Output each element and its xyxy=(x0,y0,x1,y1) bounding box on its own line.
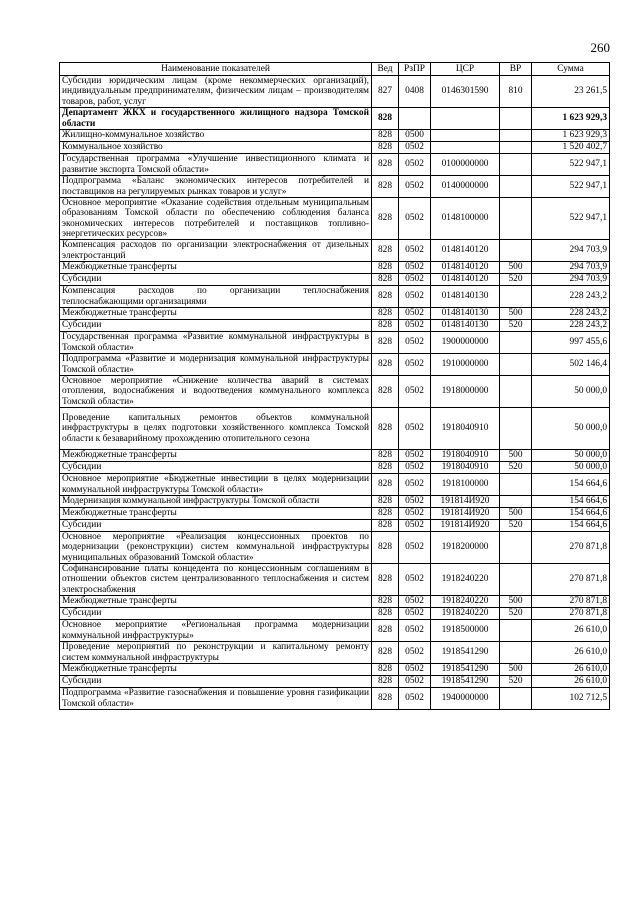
cell-csr: 1918000000 xyxy=(431,376,500,408)
cell-csr: 1918200000 xyxy=(431,532,500,564)
cell-ved: 828 xyxy=(372,620,399,642)
cell-ved: 828 xyxy=(372,176,399,198)
cell-sum: 522 947,1 xyxy=(532,154,610,176)
cell-rzpr: 0502 xyxy=(399,532,431,564)
cell-csr: 191814И920 xyxy=(431,520,500,532)
cell-ved: 828 xyxy=(372,320,399,332)
cell-vr: 500 xyxy=(500,450,532,462)
cell-ved: 828 xyxy=(372,608,399,620)
cell-name: Подпрограмма «Развитие газоснабжения и повышение уровня газификации Томской области» xyxy=(60,688,372,710)
table-row xyxy=(60,108,610,130)
cell-name: Проведение капитальных ремонтов объектов коммунальной инфраструктуры в целях подготовки хозяйственного комплекса Томской области к безаварийному прохождению отопительного сезона xyxy=(60,408,372,450)
table-row xyxy=(60,76,610,108)
table-row xyxy=(60,620,610,642)
cell-rzpr: 0502 xyxy=(399,596,431,608)
cell-vr xyxy=(500,564,532,596)
cell-sum: 154 664,6 xyxy=(532,508,610,520)
cell-csr: 0148140120 xyxy=(431,240,500,262)
cell-vr xyxy=(500,354,532,376)
cell-ved: 828 xyxy=(372,462,399,474)
table-row xyxy=(60,376,610,408)
header-vr: ВР xyxy=(500,63,532,76)
cell-vr xyxy=(500,142,532,154)
cell-name: Проведение мероприятий по реконструкции и капитальному ремонту систем коммунальной инфраструктуры xyxy=(60,642,372,664)
cell-csr: 0100000000 xyxy=(431,154,500,176)
cell-name: Межбюджетные трансферты xyxy=(60,308,372,320)
cell-vr: 520 xyxy=(500,462,532,474)
cell-rzpr: 0502 xyxy=(399,450,431,462)
cell-ved: 828 xyxy=(372,508,399,520)
cell-name: Подпрограмма «Развитие и модернизация коммунальной инфраструктуры Томской области» xyxy=(60,354,372,376)
cell-vr xyxy=(500,286,532,308)
cell-csr: 1900000000 xyxy=(431,332,500,354)
cell-csr: 191814И920 xyxy=(431,496,500,508)
cell-ved: 828 xyxy=(372,198,399,240)
header-name: Наименование показателей xyxy=(60,63,372,76)
cell-sum: 102 712,5 xyxy=(532,688,610,710)
cell-rzpr: 0502 xyxy=(399,564,431,596)
cell-ved: 828 xyxy=(372,142,399,154)
cell-csr xyxy=(431,130,500,142)
cell-ved: 828 xyxy=(372,376,399,408)
budget-table xyxy=(59,62,610,710)
cell-sum: 228 243,2 xyxy=(532,286,610,308)
cell-csr xyxy=(431,142,500,154)
cell-name: Межбюджетные трансферты xyxy=(60,508,372,520)
cell-rzpr: 0502 xyxy=(399,240,431,262)
cell-vr: 810 xyxy=(500,76,532,108)
cell-name: Государственная программа «Улучшение инвестиционного климата и развитие экспорта Томской области» xyxy=(60,154,372,176)
cell-name: Основное мероприятие «Оказание содействия отдельным муниципальным образованиям Томской области по обеспечению соблюдения баланса экономических интересов потребителей и поставщиков топливно-энергетических ресурсов» xyxy=(60,198,372,240)
cell-csr: 0148140130 xyxy=(431,286,500,308)
cell-name: Основное мероприятие «Реализация концессионных проектов по модернизации (реконструкции) систем коммунальной инфраструктуры муниципальных образований Томской области» xyxy=(60,532,372,564)
cell-name: Модернизация коммунальной инфраструктуры Томской области xyxy=(60,496,372,508)
cell-name: Субсидии юридическим лицам (кроме некоммерческих организаций), индивидуальным предпринимателям, физическим лицам – производителям товаров, работ, услуг xyxy=(60,76,372,108)
cell-name: Межбюджетные трансферты xyxy=(60,664,372,676)
cell-sum: 270 871,8 xyxy=(532,596,610,608)
cell-csr: 1918240220 xyxy=(431,596,500,608)
cell-name: Государственная программа «Развитие коммунальной инфраструктуры в Томской области» xyxy=(60,332,372,354)
cell-ved: 828 xyxy=(372,274,399,286)
cell-csr: 1918240220 xyxy=(431,608,500,620)
cell-rzpr: 0502 xyxy=(399,262,431,274)
cell-vr xyxy=(500,642,532,664)
cell-csr: 1918541290 xyxy=(431,676,500,688)
cell-name: Субсидии xyxy=(60,274,372,286)
cell-vr xyxy=(500,108,532,130)
cell-sum: 522 947,1 xyxy=(532,198,610,240)
cell-csr xyxy=(431,108,500,130)
cell-rzpr xyxy=(399,108,431,130)
header-rzpr: РзПР xyxy=(399,63,431,76)
cell-rzpr: 0502 xyxy=(399,308,431,320)
table-row xyxy=(60,596,610,608)
cell-rzpr: 0502 xyxy=(399,154,431,176)
cell-vr xyxy=(500,496,532,508)
cell-sum: 1 623 929,3 xyxy=(532,130,610,142)
cell-sum: 154 664,6 xyxy=(532,474,610,496)
cell-csr: 0148100000 xyxy=(431,198,500,240)
cell-sum: 26 610,0 xyxy=(532,664,610,676)
cell-name: Коммунальное хозяйство xyxy=(60,142,372,154)
cell-csr: 0148140120 xyxy=(431,262,500,274)
cell-sum: 26 610,0 xyxy=(532,676,610,688)
cell-vr xyxy=(500,240,532,262)
table-row xyxy=(60,474,610,496)
cell-vr: 520 xyxy=(500,608,532,620)
cell-name: Жилищно-коммунальное хозяйство xyxy=(60,130,372,142)
cell-rzpr: 0502 xyxy=(399,462,431,474)
cell-ved: 828 xyxy=(372,688,399,710)
cell-vr xyxy=(500,154,532,176)
cell-sum: 26 610,0 xyxy=(532,642,610,664)
cell-rzpr: 0502 xyxy=(399,332,431,354)
table-header xyxy=(60,63,610,76)
cell-rzpr: 0502 xyxy=(399,286,431,308)
cell-ved: 828 xyxy=(372,108,399,130)
cell-rzpr: 0502 xyxy=(399,176,431,198)
cell-name: Субсидии xyxy=(60,320,372,332)
table-row xyxy=(60,286,610,308)
table-row xyxy=(60,154,610,176)
cell-ved: 828 xyxy=(372,240,399,262)
cell-name: Компенсация расходов по организации электроснабжения от дизельных электростанций xyxy=(60,240,372,262)
cell-csr: 191814И920 xyxy=(431,508,500,520)
cell-rzpr: 0502 xyxy=(399,520,431,532)
table-row xyxy=(60,496,610,508)
cell-rzpr: 0502 xyxy=(399,198,431,240)
cell-vr xyxy=(500,176,532,198)
cell-sum: 270 871,8 xyxy=(532,608,610,620)
cell-sum: 50 000,0 xyxy=(532,462,610,474)
table-row xyxy=(60,198,610,240)
cell-csr: 1918240220 xyxy=(431,564,500,596)
cell-rzpr: 0502 xyxy=(399,474,431,496)
cell-ved: 828 xyxy=(372,532,399,564)
table-row xyxy=(60,450,610,462)
cell-rzpr: 0502 xyxy=(399,688,431,710)
table-row xyxy=(60,564,610,596)
table-row xyxy=(60,240,610,262)
cell-name: Межбюджетные трансферты xyxy=(60,262,372,274)
cell-name: Межбюджетные трансферты xyxy=(60,596,372,608)
cell-rzpr: 0502 xyxy=(399,496,431,508)
cell-ved: 828 xyxy=(372,262,399,274)
cell-sum: 23 261,5 xyxy=(532,76,610,108)
cell-name: Компенсация расходов по организации теплоснабжения теплоснабжающими организациями xyxy=(60,286,372,308)
cell-sum: 50 000,0 xyxy=(532,408,610,450)
table-row xyxy=(60,262,610,274)
page-number: 260 xyxy=(590,40,610,55)
cell-csr: 1918500000 xyxy=(431,620,500,642)
cell-vr: 500 xyxy=(500,508,532,520)
table-row xyxy=(60,608,610,620)
cell-vr xyxy=(500,620,532,642)
cell-ved: 828 xyxy=(372,642,399,664)
table-row xyxy=(60,354,610,376)
cell-ved: 827 xyxy=(372,76,399,108)
cell-vr xyxy=(500,376,532,408)
cell-vr: 520 xyxy=(500,676,532,688)
cell-csr: 1918100000 xyxy=(431,474,500,496)
cell-name: Межбюджетные трансферты xyxy=(60,450,372,462)
cell-name: Основное мероприятие «Региональная программа модернизации коммунальной инфраструктуры» xyxy=(60,620,372,642)
cell-name: Субсидии xyxy=(60,520,372,532)
cell-csr: 1918040910 xyxy=(431,408,500,450)
cell-sum: 522 947,1 xyxy=(532,176,610,198)
cell-vr: 520 xyxy=(500,274,532,286)
cell-rzpr: 0408 xyxy=(399,76,431,108)
table-row xyxy=(60,532,610,564)
cell-ved: 828 xyxy=(372,308,399,320)
cell-rzpr: 0502 xyxy=(399,676,431,688)
cell-rzpr: 0502 xyxy=(399,620,431,642)
cell-sum: 26 610,0 xyxy=(532,620,610,642)
table-row xyxy=(60,688,610,710)
cell-vr: 520 xyxy=(500,320,532,332)
cell-ved: 828 xyxy=(372,664,399,676)
cell-csr: 1918040910 xyxy=(431,450,500,462)
cell-ved: 828 xyxy=(372,450,399,462)
cell-sum: 228 243,2 xyxy=(532,308,610,320)
table-row xyxy=(60,664,610,676)
cell-name: Подпрограмма «Баланс экономических интересов потребителей и поставщиков на регулируемых рынках товаров и услуг» xyxy=(60,176,372,198)
cell-rzpr: 0500 xyxy=(399,130,431,142)
cell-ved: 828 xyxy=(372,286,399,308)
cell-name: Основное мероприятие «Снижение количества аварий в системах отопления, водоснабжения и водоотведения коммунального комплекса Томской области» xyxy=(60,376,372,408)
cell-csr: 0148140130 xyxy=(431,320,500,332)
table-row xyxy=(60,676,610,688)
cell-vr: 500 xyxy=(500,262,532,274)
cell-csr: 1918541290 xyxy=(431,642,500,664)
cell-rzpr: 0502 xyxy=(399,642,431,664)
cell-name: Субсидии xyxy=(60,608,372,620)
cell-vr xyxy=(500,332,532,354)
cell-vr: 500 xyxy=(500,664,532,676)
cell-csr: 0148140120 xyxy=(431,274,500,286)
cell-vr xyxy=(500,688,532,710)
cell-vr xyxy=(500,130,532,142)
cell-rzpr: 0502 xyxy=(399,608,431,620)
cell-sum: 1 520 402,7 xyxy=(532,142,610,154)
cell-vr: 500 xyxy=(500,596,532,608)
header-csr: ЦСР xyxy=(431,63,500,76)
table-row xyxy=(60,462,610,474)
cell-sum: 154 664,6 xyxy=(532,496,610,508)
table-row xyxy=(60,642,610,664)
cell-sum: 294 703,9 xyxy=(532,262,610,274)
cell-rzpr: 0502 xyxy=(399,354,431,376)
header-sum: Сумма xyxy=(532,63,610,76)
cell-vr: 500 xyxy=(500,308,532,320)
cell-csr: 0148140130 xyxy=(431,308,500,320)
cell-ved: 828 xyxy=(372,130,399,142)
cell-name: Субсидии xyxy=(60,462,372,474)
table-row xyxy=(60,176,610,198)
cell-rzpr: 0502 xyxy=(399,376,431,408)
cell-sum: 270 871,8 xyxy=(532,532,610,564)
cell-ved: 828 xyxy=(372,354,399,376)
cell-sum: 294 703,9 xyxy=(532,274,610,286)
cell-sum: 50 000,0 xyxy=(532,376,610,408)
cell-rzpr: 0502 xyxy=(399,408,431,450)
cell-ved: 828 xyxy=(372,154,399,176)
cell-rzpr: 0502 xyxy=(399,142,431,154)
cell-csr: 1940000000 xyxy=(431,688,500,710)
table-body xyxy=(60,76,610,710)
cell-ved: 828 xyxy=(372,332,399,354)
cell-vr: 520 xyxy=(500,520,532,532)
cell-sum: 270 871,8 xyxy=(532,564,610,596)
cell-ved: 828 xyxy=(372,564,399,596)
table-row xyxy=(60,308,610,320)
cell-rzpr: 0502 xyxy=(399,664,431,676)
cell-ved: 828 xyxy=(372,474,399,496)
cell-name: Департамент ЖКХ и государственного жилищного надзора Томской области xyxy=(60,108,372,130)
cell-ved: 828 xyxy=(372,520,399,532)
cell-ved: 828 xyxy=(372,676,399,688)
cell-vr xyxy=(500,474,532,496)
cell-csr: 1910000000 xyxy=(431,354,500,376)
table-row xyxy=(60,408,610,450)
table-row xyxy=(60,320,610,332)
cell-name: Субсидии xyxy=(60,676,372,688)
table-row xyxy=(60,274,610,286)
cell-csr: 1918541290 xyxy=(431,664,500,676)
cell-ved: 828 xyxy=(372,496,399,508)
table-row xyxy=(60,332,610,354)
cell-sum: 1 623 929,3 xyxy=(532,108,610,130)
cell-vr xyxy=(500,532,532,564)
cell-sum: 154 664,6 xyxy=(532,520,610,532)
table-row xyxy=(60,142,610,154)
table-row xyxy=(60,520,610,532)
cell-rzpr: 0502 xyxy=(399,508,431,520)
cell-vr xyxy=(500,408,532,450)
header-ved: Вед xyxy=(372,63,399,76)
cell-csr: 0140000000 xyxy=(431,176,500,198)
cell-csr: 0146301590 xyxy=(431,76,500,108)
table-row xyxy=(60,508,610,520)
cell-ved: 828 xyxy=(372,596,399,608)
cell-name: Основное мероприятие «Бюджетные инвестиции в целях модернизации коммунальной инфраструктуры Томской области» xyxy=(60,474,372,496)
cell-vr xyxy=(500,198,532,240)
cell-rzpr: 0502 xyxy=(399,274,431,286)
cell-sum: 502 146,4 xyxy=(532,354,610,376)
cell-sum: 228 243,2 xyxy=(532,320,610,332)
cell-rzpr: 0502 xyxy=(399,320,431,332)
cell-sum: 997 455,6 xyxy=(532,332,610,354)
cell-ved: 828 xyxy=(372,408,399,450)
cell-csr: 1918040910 xyxy=(431,462,500,474)
table-row xyxy=(60,130,610,142)
cell-sum: 294 703,9 xyxy=(532,240,610,262)
cell-sum: 50 000,0 xyxy=(532,450,610,462)
cell-name: Софинансирование платы концедента по концессионным соглашениям в отношении объектов систем централизованного теплоснабжения и систем электроснабжения xyxy=(60,564,372,596)
